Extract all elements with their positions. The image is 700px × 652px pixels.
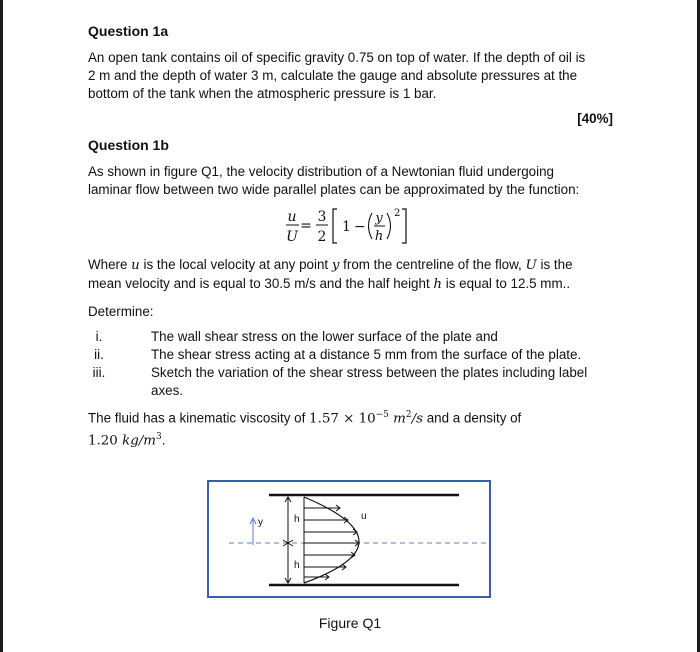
eq-left-bracket [333, 209, 337, 243]
question-1b-heading: Question 1b [88, 137, 169, 153]
fluid-properties [88, 406, 613, 451]
velocity-arrows [304, 505, 359, 580]
eq-right-bracket [402, 209, 406, 243]
list-item [88, 328, 613, 346]
eq-fraction-denominator: h [374, 229, 384, 244]
where-line-2: mean velocity and is equal to 30.5 m/s and the half height h is equal to 12.5 mm.. [88, 276, 571, 292]
list-item [88, 346, 613, 364]
q1a-marks-row [88, 110, 613, 128]
u-label: u [361, 511, 367, 522]
eq-right-paren [387, 213, 391, 239]
list-item-number: iii. [92, 365, 106, 380]
velocity-equation [0, 203, 700, 247]
eq-lhs-numerator: u [287, 209, 297, 225]
q1a-line-2: 2 m and the depth of water 3 m, calculate the gauge and absolute pressures at the [88, 68, 578, 83]
figure-caption: Figure Q1 [318, 615, 382, 631]
h-label-bottom: h [294, 560, 300, 571]
page-left-edge [0, 0, 3, 652]
figure-q1 [207, 480, 491, 598]
list-item-number: i. [95, 329, 103, 344]
where-line-1: Where u is the local velocity at any point y from the centreline of the flow, U is the [88, 257, 573, 273]
fluid-line-1: The fluid has a kinematic viscosity of $1.57 \times 10^{-5}$ $m^2/s$ and a density of [88, 410, 522, 427]
eq-left-paren [369, 213, 373, 239]
eq-equals: = [300, 218, 312, 234]
y-label: y [258, 517, 263, 528]
list-item-text: Sketch the variation of the shear stress between the plates including label [151, 365, 588, 380]
list-item-number: ii. [94, 347, 104, 362]
q1a-marks: [40%] [577, 111, 613, 126]
h-label-top: h [294, 514, 300, 525]
determine-label: Determine: [88, 304, 154, 319]
question-1a-text [88, 49, 613, 103]
q1b-intro-line-2: laminar flow between two wide parallel plates can be approximated by the function: [88, 182, 580, 197]
eq-power: 2 [394, 208, 401, 219]
eq-minus: − [354, 219, 366, 235]
q1b-intro-line-1: As shown in figure Q1, the velocity distribution of a Newtonian fluid undergoing [88, 164, 554, 179]
figure-q1-diagram [209, 482, 489, 596]
eq-lhs-denominator: U [286, 229, 298, 245]
list-item-text-2: axes. [151, 383, 184, 398]
eq-fraction-numerator: y [375, 211, 383, 226]
eq-coef-denominator: 2 [317, 229, 327, 245]
fluid-line-2: 1.20 $kg/m^3$. [88, 432, 166, 449]
eq-coef-numerator: 3 [317, 209, 327, 225]
list-item-text: The wall shear stress on the lower surface of the plate and [151, 329, 498, 344]
list-item-text: The shear stress acting at a distance 5 mm from the surface of the plate. [151, 347, 582, 362]
velocity-profile [304, 497, 359, 583]
q1a-line-3: bottom of the tank when the atmospheric pressure is 1 bar. [88, 86, 437, 101]
list-item [88, 364, 613, 382]
task-list [88, 328, 613, 400]
question-1a-heading: Question 1a [88, 23, 169, 39]
question-1b-intro [88, 163, 613, 199]
q1a-line-1: An open tank contains oil of specific gravity 0.75 on top of water. If the depth of oil is [88, 50, 586, 65]
list-item-continuation [88, 382, 613, 400]
where-paragraph [88, 256, 613, 294]
eq-one: 1 [342, 219, 351, 235]
